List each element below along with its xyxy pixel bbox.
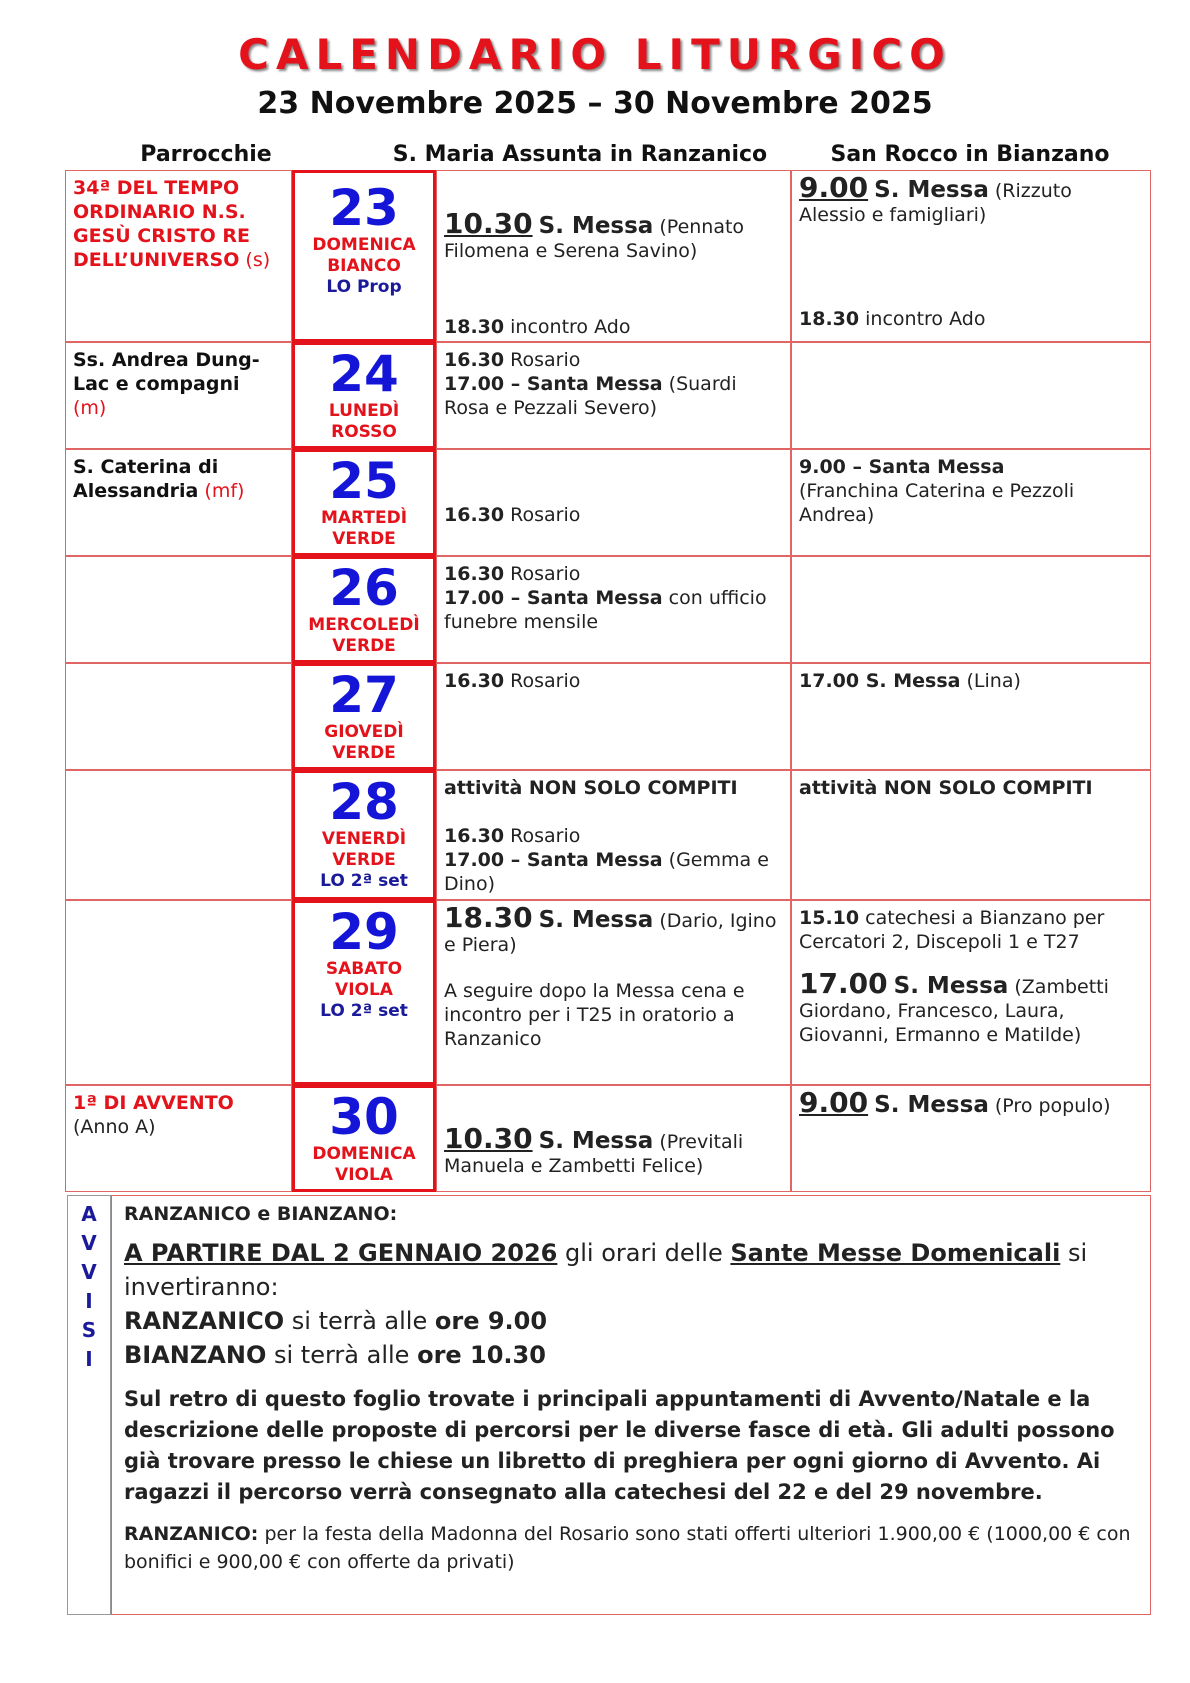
day-name: MERCOLEDÌ [308,615,420,635]
day-number: 26 [329,559,399,617]
mass-title: S. Messa [874,177,989,203]
bianzano-cell [791,770,1151,900]
day-name: GIOVEDÌ [324,722,404,742]
ranzanico-cell [436,449,791,556]
avvisi-ranzanico-time: ore 9.00 [434,1307,548,1335]
avvisi-letter: V [81,1231,97,1255]
bianzano-cell [791,449,1151,556]
liturgy-of-hours: LO Prop [326,277,402,297]
bianzano-cell [791,663,1151,770]
bianzano-cell [791,170,1151,342]
mass-intention: con ufficio funebre mensile [444,587,767,633]
mass-intention: (Pennato Filomena e Serena Savino) [444,216,745,262]
event-text: Rosario [510,349,581,371]
day-cell [292,556,436,663]
liturgical-color: VERDE [332,529,396,549]
day-name: MARTEDÌ [320,508,408,528]
event-text: Rosario [510,504,581,526]
liturgical-color: ROSSO [331,422,397,442]
day-number: 24 [329,345,399,403]
avvisi-letter: A [81,1202,97,1226]
feast-rank: (s) [245,249,271,271]
mass-time: 18.30 [444,901,533,934]
liturgical-color: VERDE [332,743,396,763]
ranzanico-cell [436,170,791,342]
avvisi-sunday-masses: Sante Messe Domenicali [730,1239,1061,1267]
mass-time: 17.00 – Santa Messa [444,849,663,871]
day-number: 23 [329,179,399,237]
mass-intention: (Previtali Manuela e Zambetti Felice) [444,1131,744,1177]
activity-heading: attività NON SOLO COMPITI [799,777,1093,799]
feast-cell [65,449,292,556]
liturgical-color: VIOLA [335,1165,393,1185]
liturgical-color: VERDE [332,636,396,656]
day-cell [292,663,436,770]
mass-intention: (Franchina Caterina e Pezzoli Andrea) [799,480,1075,526]
mass-time: 17.00 – Santa Messa [444,587,663,609]
event-text: Rosario [510,825,581,847]
avvisi-bianzano-time: ore 10.30 [417,1341,546,1369]
feast-rank: (Anno A) [73,1116,156,1138]
mass-title: S. Messa [874,1092,989,1118]
feast-cell [65,342,292,449]
mass-time: 9.00 – Santa Messa [799,456,1005,478]
ranzanico-cell [436,342,791,449]
avvisi-letter: I [85,1289,93,1313]
mass-time: 10.30 [444,1122,533,1155]
day-name: DOMENICA [312,235,416,255]
avvisi-text: gli orari delle [565,1239,723,1267]
mass-intention: (Pro populo) [994,1095,1111,1117]
feast-cell [65,770,292,900]
column-header-parishes: Parrocchie [140,142,272,167]
feast-rank: (mf) [204,480,245,502]
mass-title: S. Messa [538,907,654,933]
event-text: Rosario [510,670,581,692]
avvisi-letter: I [85,1347,93,1371]
bianzano-cell [791,900,1151,1085]
mass-intention: (Lina) [966,670,1021,692]
avvisi-ranzanico-name: RANZANICO [124,1307,285,1335]
event-time: 16.30 [444,504,505,526]
avvisi-schedule-change [124,1236,1138,1372]
mass-title: S. Messa [893,973,1009,999]
day-cell [292,900,436,1085]
mass-time: 9.00 [799,1086,869,1119]
avvisi-box [111,1195,1151,1615]
day-number: 25 [329,452,399,510]
avvisi-text: si invertiranno: [124,1239,1088,1301]
feast-name: 1ª DI AVVENTO [73,1092,234,1114]
liturgical-color: VERDE [332,850,396,870]
day-cell [292,449,436,556]
feast-cell [65,556,292,663]
feast-cell [65,1085,292,1192]
feast-name: S. Caterina di Alessandria [73,456,219,502]
day-cell [292,170,436,342]
bianzano-cell [791,1085,1151,1192]
liturgy-of-hours: LO 2ª set [320,871,408,891]
day-number: 28 [329,773,399,831]
avvisi-advent-notice: Sul retro di questo foglio trovate i principali appuntamenti di Avvento/Natale e la descrizione delle proposte di percorsi per le diverse fasce di età. Gli adulti possono già trovare presso le chiese un libretto di preghiera per ogni giorno di Avvento. Ai ragazzi il percorso verrà consegnato alla catechesi del 22 e del 29 novembre. [124,1387,1115,1504]
event-text: catechesi a Bianzano per Cercatori 2, Discepoli 1 e T27 [799,907,1105,953]
activity-heading: attività NON SOLO COMPITI [444,777,738,799]
feast-name: 34ª DEL TEMPO ORDINARIO N.S. GESÙ CRISTO RE DELL’UNIVERSO [73,177,250,271]
day-cell [292,1085,436,1192]
day-name: LUNEDÌ [328,401,400,421]
avvisi-offering-text: per la festa della Madonna del Rosario sono stati offerti ulteriori 1.900,00 € (1000,00 € con bonifici e 900,00 € con offerte da privati) [124,1523,1131,1573]
event-time: 16.30 [444,670,505,692]
mass-intention: (Gemma e Dino) [444,849,769,895]
avvisi-letter: S [81,1318,97,1342]
day-name: SABATO [325,959,403,979]
day-number: 27 [329,666,399,724]
bianzano-cell [791,556,1151,663]
ranzanico-cell [436,770,791,900]
event-time: 18.30 [799,308,860,330]
mass-time: 9.00 [799,171,869,204]
avvisi-side-label [67,1195,111,1615]
avvisi-text: si terrà alle [291,1307,428,1335]
feast-cell [65,170,292,342]
liturgical-color: VIOLA [335,980,393,1000]
mass-time: 17.00 S. Messa [799,670,961,692]
day-number: 29 [329,903,399,961]
avvisi-letter: V [81,1260,97,1284]
avvisi-heading: RANZANICO e BIANZANO: [124,1203,398,1225]
day-name: VENERDÌ [321,829,407,849]
bianzano-cell [791,342,1151,449]
event-time: 16.30 [444,563,505,585]
avvisi-offering-notice [124,1520,1138,1576]
day-cell [292,770,436,900]
avvisi-bianzano-name: BIANZANO [124,1341,267,1369]
page-title: CALENDARIO LITURGICO [238,30,952,79]
event-text: A seguire dopo la Messa cena e incontro per i T25 in oratorio a Ranzanico [444,980,745,1050]
mass-time: 10.30 [444,207,533,240]
mass-intention: (Rizzuto Alessio e famigliari) [799,180,1072,226]
ranzanico-cell [436,1085,791,1192]
avvisi-offering-label: RANZANICO: [124,1523,259,1545]
column-header-bianzano: San Rocco in Bianzano [830,142,1110,167]
day-name: DOMENICA [312,1144,416,1164]
mass-intention: (Dario, Igino e Piera) [444,910,777,956]
feast-rank: (m) [73,397,107,419]
mass-title: S. Messa [538,213,654,239]
ranzanico-cell [436,556,791,663]
feast-cell [65,900,292,1085]
event-time: 18.30 [444,316,505,338]
event-text: Rosario [510,563,581,585]
day-number: 30 [329,1088,399,1146]
ranzanico-cell [436,663,791,770]
feast-name: Ss. Andrea Dung-Lac e compagni [73,349,260,395]
liturgical-color: BIANCO [327,256,401,276]
event-text: incontro Ado [510,316,631,338]
mass-intention: (Zambetti Giordano, Francesco, Laura, Giovanni, Ermanno e Matilde) [799,976,1109,1046]
day-cell [292,342,436,449]
event-time: 15.10 [799,907,860,929]
event-text: incontro Ado [865,308,986,330]
feast-cell [65,663,292,770]
mass-title: S. Messa [538,1128,654,1154]
avvisi-start-date: A PARTIRE DAL 2 GENNAIO 2026 [124,1239,558,1267]
liturgy-of-hours: LO 2ª set [320,1001,408,1021]
event-time: 16.30 [444,349,505,371]
mass-intention: (Suardi Rosa e Pezzali Severo) [444,373,737,419]
event-time: 16.30 [444,825,505,847]
column-header-ranzanico: S. Maria Assunta in Ranzanico [392,142,768,167]
mass-time: 17.00 [799,967,888,1000]
mass-time: 17.00 – Santa Messa [444,373,663,395]
ranzanico-cell [436,900,791,1085]
date-range: 23 Novembre 2025 – 30 Novembre 2025 [257,86,933,121]
avvisi-text: si terrà alle [274,1341,410,1369]
